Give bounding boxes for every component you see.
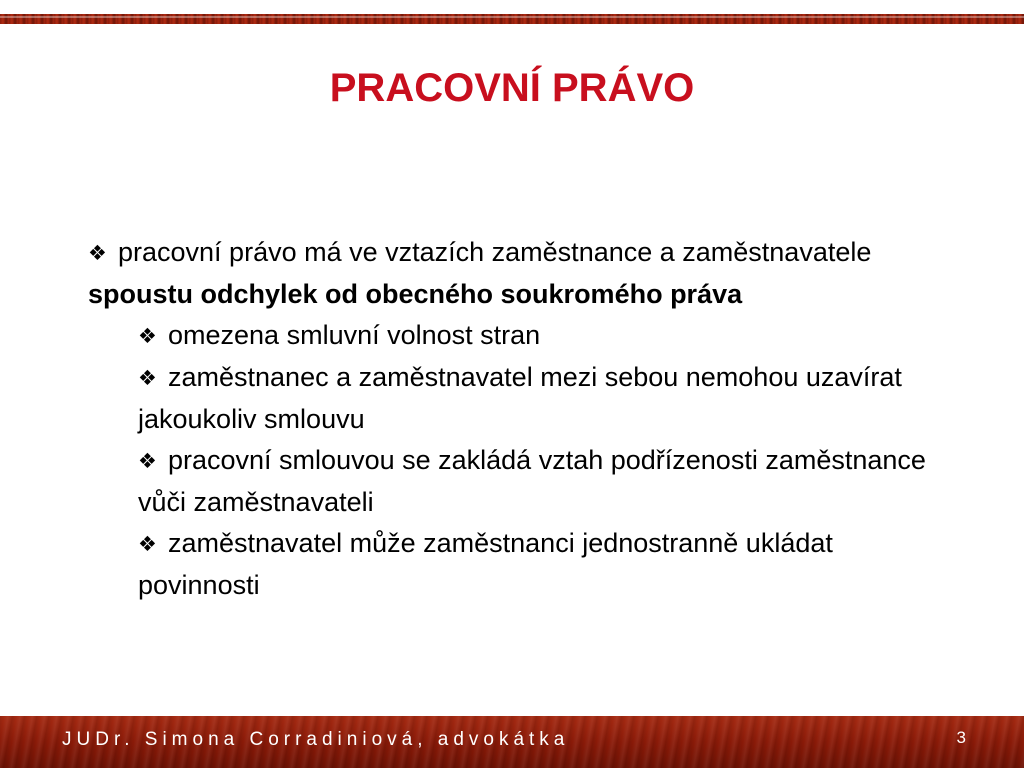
diamond-bullet-icon: ❖ [138, 366, 157, 390]
diamond-bullet-icon: ❖ [138, 532, 157, 556]
sub-point-text: zaměstnanec a zaměstnavatel mezi sebou nemohou uzavírat jakoukoliv smlouvu [138, 362, 902, 434]
footer-band [0, 716, 1024, 768]
sub-point [138, 440, 948, 523]
page-number: 3 [956, 728, 966, 747]
sub-point-text: zaměstnavatel může zaměstnanci jednostranně ukládat povinnosti [138, 528, 833, 600]
slide-content [88, 232, 948, 606]
main-point [88, 232, 948, 315]
main-point-emphasis: spoustu odchylek od obecného soukromého práva [88, 279, 743, 309]
diamond-bullet-icon: ❖ [138, 449, 157, 473]
sub-point-text: pracovní smlouvou se zakládá vztah podřízenosti zaměstnance vůči zaměstnavateli [138, 445, 926, 517]
diamond-bullet-icon: ❖ [138, 324, 157, 348]
main-point-text: pracovní právo má ve vztazích zaměstnance a zaměstnavatele [118, 237, 872, 267]
slide-title: PRACOVNÍ PRÁVO [329, 66, 695, 110]
top-decorative-rule [0, 14, 1024, 24]
sub-point [138, 315, 948, 357]
sub-point-text: omezena smluvní volnost stran [168, 320, 541, 350]
footer-author: JUDr. Simona Corradiniová, advokátka [62, 729, 570, 750]
sub-point [138, 523, 948, 606]
diamond-bullet-icon: ❖ [88, 241, 107, 265]
sub-point [138, 357, 948, 440]
